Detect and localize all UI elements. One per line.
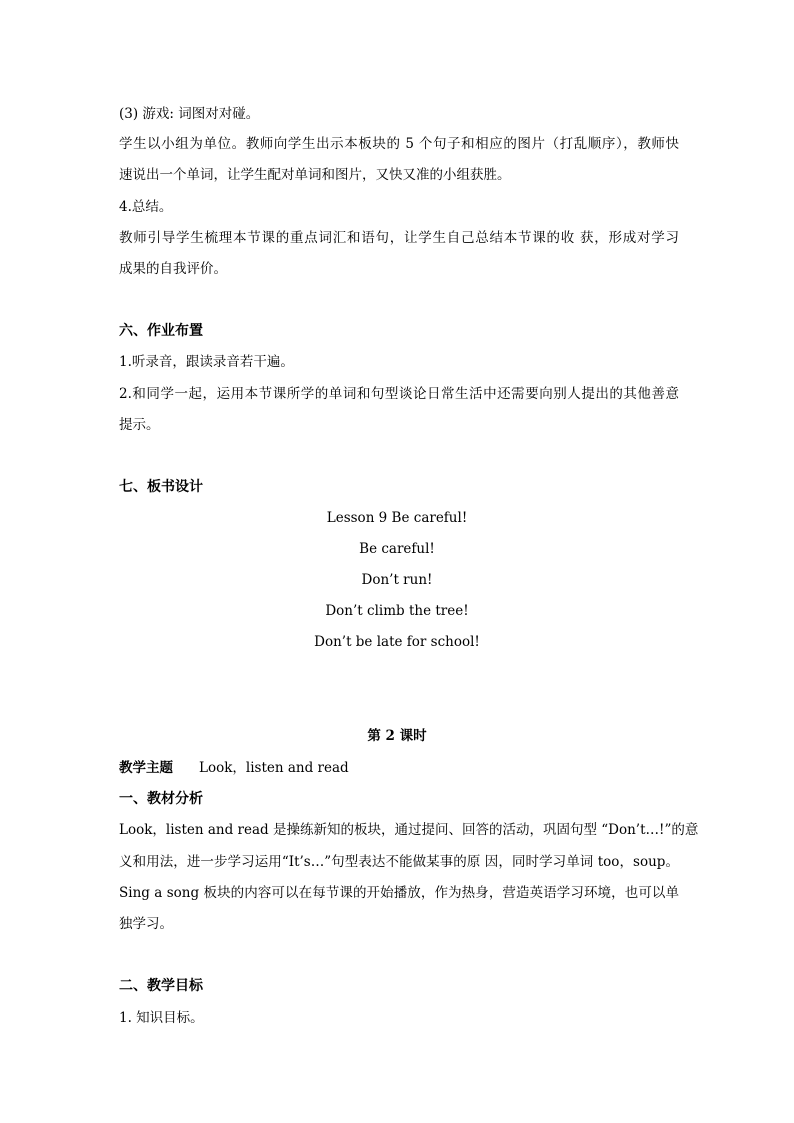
summary-paragraph-line-2: 成果的自我评价。 (119, 261, 227, 277)
analysis-line-3: Sing a song 板块的内容可以在每节课的开始播放，作为热身，营造英语学习环境，也可以单 (119, 885, 679, 901)
lesson-title: 第 2 课时 (367, 728, 427, 744)
homework-heading: 六、作业布置 (119, 323, 203, 339)
homework-item-1: 1.听录音，跟读录音若干遍。 (119, 354, 294, 370)
teaching-goals-heading: 二、教学目标 (119, 978, 203, 994)
teaching-theme-value: Look，listen and read (199, 760, 349, 776)
goals-item-1: 1. 知识目标。 (119, 1010, 204, 1026)
board-line-1: Lesson 9 Be careful! (326, 510, 468, 526)
homework-item-2-line-1: 2.和同学一起，运用本节课所学的单词和句型谈论日常生活中还需要向别人提出的其他善意 (119, 386, 679, 402)
game-title: (3) 游戏: 词图对对碰。 (119, 106, 260, 122)
homework-item-2-line-2: 提示。 (119, 417, 160, 433)
analysis-line-4: 独学习。 (119, 916, 173, 932)
teaching-theme-row (119, 760, 679, 776)
analysis-line-2: 义和用法，进一步学习运用“It’s…”句型表达不能做某事的原 因，同时学习单词 too，soup。 (119, 854, 679, 870)
material-analysis-heading: 一、教材分析 (119, 791, 203, 807)
board-line-4: Don’t climb the tree! (325, 603, 469, 619)
board-line-3: Don’t run! (361, 572, 433, 588)
board-line-2: Be careful! (359, 541, 435, 557)
board-design-heading: 七、板书设计 (119, 479, 203, 495)
summary-paragraph-line-1: 教师引导学生梳理本节课的重点词汇和语句，让学生自己总结本节课的收 获，形成对学习 (119, 230, 679, 246)
summary-title: 4.总结。 (119, 199, 173, 215)
teaching-theme-label: 教学主题 (119, 760, 173, 776)
analysis-line-1: Look，listen and read 是操练新知的板块，通过提问、回答的活动，巩固句型 “Don’t…!”的意 (119, 822, 699, 838)
game-paragraph-line-2: 速说出一个单词，让学生配对单词和图片，又快又准的小组获胜。 (119, 167, 511, 183)
board-line-5: Don’t be late for school! (314, 634, 480, 650)
game-paragraph-line-1: 学生以小组为单位。教师向学生出示本板块的 5 个句子和相应的图片（打乱顺序），教师快 (119, 136, 679, 152)
